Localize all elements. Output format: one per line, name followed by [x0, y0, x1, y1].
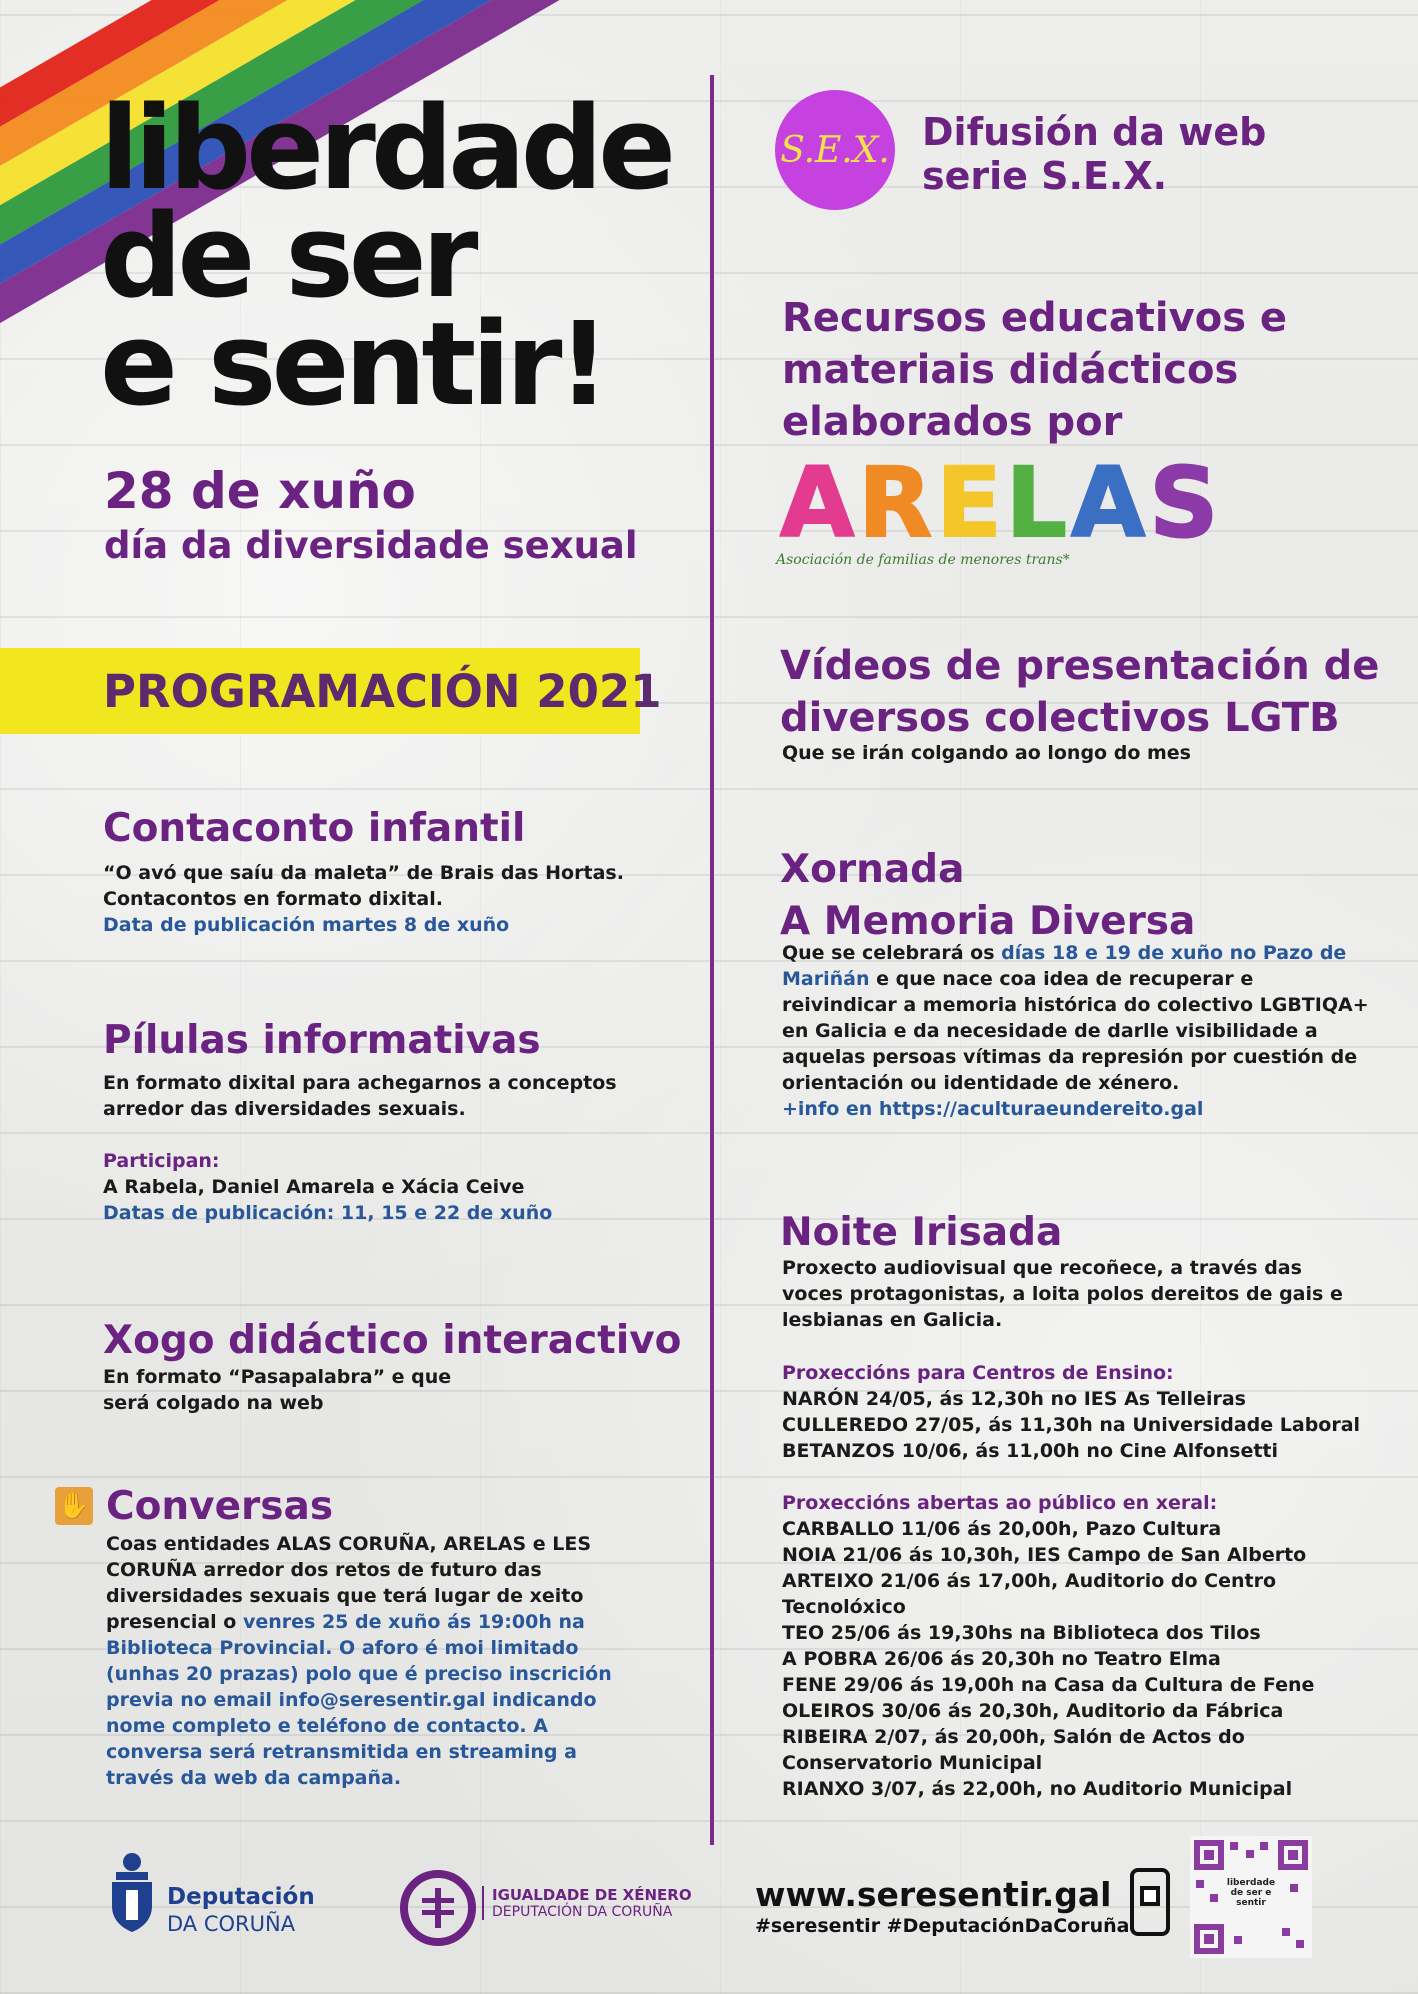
contaconto-title: Contaconto infantil: [103, 806, 526, 851]
hero-line-2: de ser: [100, 190, 474, 324]
xornada-title: [780, 844, 1195, 948]
conversas-title: Conversas: [106, 1484, 334, 1529]
xornada-line: en Galicia e da necesidade de darlle visibilidade a: [782, 1020, 1318, 1042]
igualdade-line: DEPUTACIÓN DA CORUÑA: [492, 1904, 673, 1920]
noite-publico: [782, 1490, 1314, 1802]
centros-item: CULLEREDO 27/05, ás 11,30h na Universidade Laboral: [782, 1414, 1361, 1436]
participants-label: Participan:: [103, 1150, 220, 1172]
publico-item: ARTEIXO 21/06 ás 17,00h, Auditorio do Centro: [782, 1570, 1277, 1592]
xornada-date: días 18 e 19 de xuño no Pazo de: [1001, 942, 1347, 964]
hero-line-1: liberdade: [100, 82, 672, 216]
contaconto-line: Contacontos en formato dixital.: [103, 888, 443, 910]
conversas-line: previa no email info@seresentir.gal indicando: [106, 1689, 597, 1711]
deputacion-name: Deputación: [167, 1884, 315, 1910]
phone-qr-icon: [1128, 1868, 1172, 1936]
xornada-place: Mariñán: [782, 968, 870, 990]
participants-names: A Rabela, Daniel Amarela e Xácia Ceive: [103, 1176, 525, 1198]
conversas-line: nome completo e teléfono de contacto. A: [106, 1715, 548, 1737]
conversas-text-black: presencial o: [106, 1611, 243, 1633]
xornada-info-link[interactable]: +info en https://aculturaeundereito.gal: [782, 1098, 1204, 1120]
pilulas-line: arredor das diversidades sexuais.: [103, 1098, 466, 1120]
conversas-line: través da web da campaña.: [106, 1767, 402, 1789]
igualdade-text: [482, 1886, 692, 1920]
videos-line: Vídeos de presentación de: [780, 643, 1380, 689]
sex-title-line: serie S.E.X.: [922, 154, 1168, 198]
qr-code[interactable]: [1190, 1836, 1312, 1958]
conversas-line: Biblioteca Provincial. O aforo é moi limitado: [106, 1637, 579, 1659]
centros-item: NARÓN 24/05, ás 12,30h no IES As Telleiras: [782, 1388, 1246, 1410]
videos-line: diversos colectivos LGTB: [780, 695, 1340, 741]
noite-title: Noite Irisada: [780, 1210, 1063, 1255]
publico-item: A POBRA 26/06 ás 20,30h no Teatro Elma: [782, 1648, 1221, 1670]
igualdade-line: IGUALDADE DE XÉNERO: [492, 1886, 692, 1904]
xornada-text-black: Que se celebrará os: [782, 942, 1002, 964]
hashtags: #seresentir #DeputaciónDaCoruña: [755, 1915, 1130, 1937]
noite-line: Proxecto audiovisual que recoñece, a través das: [782, 1257, 1302, 1279]
pilulas-dates: Datas de publicación: 11, 15 e 22 de xuño: [103, 1202, 553, 1224]
sex-title: [922, 110, 1266, 198]
pilulas-title: Pílulas informativas: [103, 1018, 541, 1063]
arelas-subtitle: Asociación de familias de menores trans*: [776, 552, 1070, 568]
conversas-line: CORUÑA arredor dos retos de futuro das: [106, 1559, 542, 1581]
xornada-line: aquelas persoas vítimas da represión por cuestión de: [782, 1046, 1358, 1068]
xornada-line: reivindicar a memoria histórica do colectivo LGBTIQA+: [782, 994, 1369, 1016]
publico-item: Tecnolóxico: [782, 1596, 906, 1618]
xornada-line: orientación ou identidade de xénero.: [782, 1072, 1180, 1094]
program-title: PROGRAMACIÓN 2021: [103, 665, 662, 718]
qr-label: liberdade de ser e sentir: [1222, 1878, 1280, 1908]
noite-line: lesbianas en Galicia.: [782, 1309, 1003, 1331]
recursos-line: elaborados por: [782, 399, 1123, 445]
xornada-line: [782, 966, 1369, 992]
conversas-line: (unhas 20 prazas) polo que é preciso inscrición: [106, 1663, 612, 1685]
publico-item: RIBEIRA 2/07, ás 20,00h, Salón de Actos do: [782, 1726, 1245, 1748]
recursos-title: [782, 292, 1287, 448]
conversas-line: [106, 1609, 612, 1635]
conversas-line: Coas entidades ALAS CORUÑA, ARELAS e LES: [106, 1533, 592, 1555]
xornada-line: A Memoria Diversa: [780, 899, 1196, 944]
publico-item: TEO 25/06 ás 19,30hs na Biblioteca dos Tilos: [782, 1622, 1261, 1644]
pilulas-participants: [103, 1148, 552, 1226]
conversas-line: diversidades sexuais que terá lugar de xeito: [106, 1585, 584, 1607]
sex-title-line: Difusión da web: [922, 110, 1267, 154]
xogo-text: [103, 1364, 451, 1416]
publico-item: OLEIROS 30/06 ás 20,30h, Auditorio da Fábrica: [782, 1700, 1284, 1722]
centros-item: BETANZOS 10/06, ás 11,00h no Cine Alfonsetti: [782, 1440, 1279, 1462]
xogo-title: Xogo didáctico interactivo: [103, 1318, 682, 1363]
xogo-line: será colgado na web: [103, 1392, 324, 1414]
hero-line-3: e sentir!: [100, 298, 605, 432]
publico-label: Proxeccións abertas ao público en xeral:: [782, 1492, 1218, 1514]
igualdade-logo-icon: [398, 1868, 478, 1948]
contaconto-line: “O avó que saíu da maleta” de Brais das Hortas.: [103, 862, 624, 884]
publico-item: Conservatorio Municipal: [782, 1752, 1043, 1774]
arelas-logo: ARELAS: [780, 447, 1223, 559]
conversas-text: [106, 1531, 612, 1791]
conversas-line: conversa será retransmitida en streaming a: [106, 1741, 577, 1763]
pilulas-text: [103, 1070, 617, 1122]
noite-centros: [782, 1360, 1360, 1464]
date-name: día da diversidade sexual: [104, 524, 638, 567]
videos-title: [780, 640, 1379, 744]
date-day: 28 de xuño: [104, 462, 416, 520]
videos-sub: Que se irán colgando ao longo do mes: [782, 742, 1191, 764]
noite-line: voces protagonistas, a loita polos dereitos de gais e: [782, 1283, 1343, 1305]
hands-icon: ✋: [55, 1487, 93, 1525]
publico-item: NOIA 21/06 ás 10,30h, IES Campo de San Alberto: [782, 1544, 1307, 1566]
contaconto-date: Data de publicación martes 8 de xuño: [103, 914, 510, 936]
website-link[interactable]: www.seresentir.gal: [755, 1875, 1112, 1914]
publico-item: FENE 29/06 ás 19,00h na Casa da Cultura de Fene: [782, 1674, 1315, 1696]
recursos-line: materiais didácticos: [782, 347, 1239, 393]
xornada-line: Xornada: [780, 847, 965, 892]
centros-label: Proxeccións para Centros de Ensino:: [782, 1362, 1174, 1384]
xornada-text-black: e que nace coa idea de recuperar e: [869, 968, 1254, 990]
deputacion-sub: DA CORUÑA: [167, 1912, 296, 1936]
sex-logo: [775, 90, 895, 210]
contaconto-text: [103, 860, 624, 938]
recursos-line: Recursos educativos e: [782, 295, 1288, 341]
conversas-date: venres 25 de xuño ás 19:00h na: [242, 1611, 585, 1633]
column-divider: [710, 75, 714, 1845]
deputacion-crest-icon: [102, 1850, 162, 1934]
hero-title: [100, 82, 672, 432]
xogo-line: En formato “Pasapalabra” e que: [103, 1366, 452, 1388]
publico-item: CARBALLO 11/06 ás 20,00h, Pazo Cultura: [782, 1518, 1222, 1540]
publico-item: RIANXO 3/07, ás 22,00h, no Auditorio Municipal: [782, 1778, 1293, 1800]
xornada-line: [782, 940, 1369, 966]
xornada-text: [782, 940, 1369, 1122]
sex-logo-text: S.E.X.: [780, 129, 890, 171]
noite-text: [782, 1255, 1343, 1333]
pilulas-line: En formato dixital para achegarnos a conceptos: [103, 1072, 617, 1094]
